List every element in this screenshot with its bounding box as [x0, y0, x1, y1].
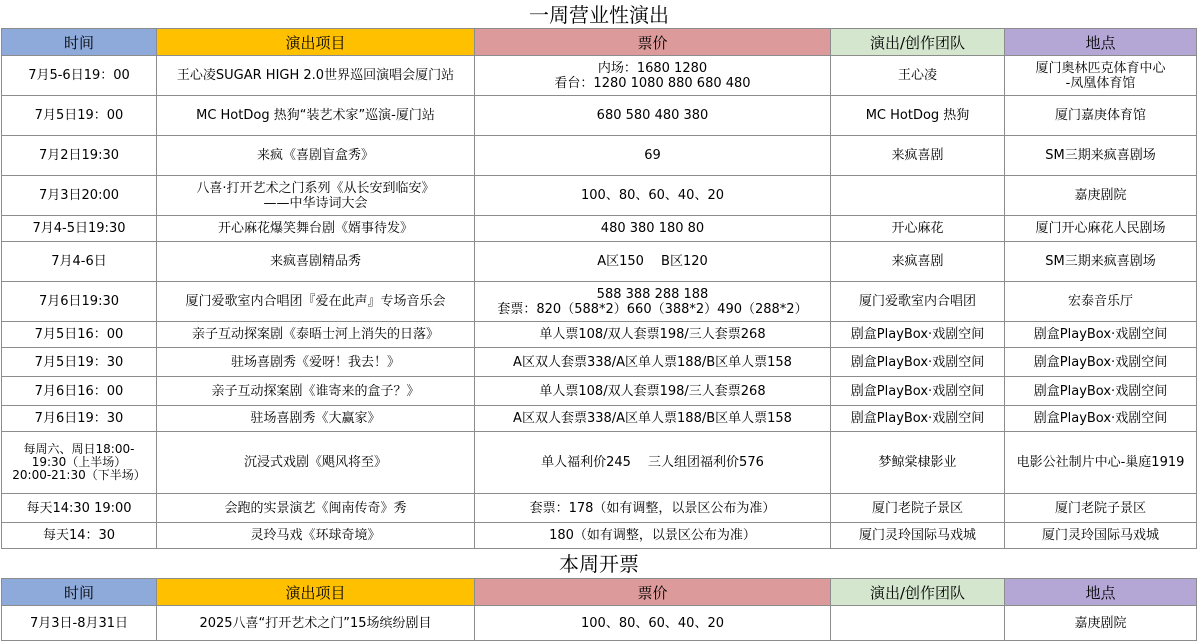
show-cell: 亲子互动探案剧《谁寄来的盒子？》: [157, 377, 475, 406]
venue-cell: 剧盒PlayBox·戏剧空间: [1005, 406, 1197, 432]
show-cell: 开心麻花爆笑舞台剧《婿事待发》: [157, 216, 475, 242]
team-cell: 剧盒PlayBox·戏剧空间: [831, 377, 1005, 406]
on-sale-title: 本周开票: [559, 552, 639, 576]
price-cell: 单人票108/双人套票198/三人套票268: [475, 322, 831, 348]
venue-cell: 嘉庚剧院: [1005, 606, 1197, 641]
weekly-performances-table: [1, 28, 1197, 549]
price-cell: 单人票108/双人套票198/三人套票268: [475, 377, 831, 406]
team-cell: 开心麻花: [831, 216, 1005, 242]
price-cell: 套票：178（如有调整，以景区公布为准）: [475, 494, 831, 523]
show-cell: 驻场喜剧秀《爱呀！我去！》: [157, 348, 475, 377]
show-cell: 八喜·打开艺术之门系列《从长安到临安》 ——中华诗词大会: [157, 176, 475, 216]
header-row: [2, 29, 1197, 56]
price-cell: 180（如有调整，以景区公布为准）: [475, 523, 831, 549]
venue-cell: 厦门嘉庚体育馆: [1005, 96, 1197, 136]
header-time: 时间: [2, 29, 157, 56]
time-cell: 7月5日19：30: [2, 348, 157, 377]
header-team: 演出/创作团队: [831, 29, 1005, 56]
header-show: 演出项目: [157, 29, 475, 56]
venue-cell: 电影公社制片中心-巢庭1919: [1005, 432, 1197, 494]
price-cell: 100、80、60、40、20: [475, 606, 831, 641]
header-venue: 地点: [1005, 579, 1197, 606]
table-row: [2, 216, 1197, 242]
show-cell: 来疯《喜剧盲盒秀》: [157, 136, 475, 176]
show-cell: 会跑的实景演艺《闽南传奇》秀: [157, 494, 475, 523]
price-cell: A区双人套票338/A区单人票188/B区单人票158: [475, 406, 831, 432]
show-cell: MC HotDog 热狗“装艺术家”巡演-厦门站: [157, 96, 475, 136]
venue-cell: 剧盒PlayBox·戏剧空间: [1005, 377, 1197, 406]
header-price: 票价: [475, 29, 831, 56]
team-cell: 厦门爱歌室内合唱团: [831, 282, 1005, 322]
show-cell: 厦门爱歌室内合唱团『爱在此声』专场音乐会: [157, 282, 475, 322]
price-cell: 680 580 480 380: [475, 96, 831, 136]
table-row: [2, 432, 1197, 494]
team-cell: [831, 176, 1005, 216]
time-cell: 7月4-6日: [2, 242, 157, 282]
venue-cell: SM三期来疯喜剧场: [1005, 242, 1197, 282]
time-cell: 7月5日16：00: [2, 322, 157, 348]
time-cell: 每周六、周日18:00- 19:30（上半场） 20:00-21:30（下半场）: [2, 432, 157, 494]
team-cell: 厦门老院子景区: [831, 494, 1005, 523]
team-cell: 来疯喜剧: [831, 242, 1005, 282]
header-team: 演出/创作团队: [831, 579, 1005, 606]
header-time: 时间: [2, 579, 157, 606]
show-cell: 亲子互动探案剧《泰晤士河上消失的日落》: [157, 322, 475, 348]
venue-cell: 厦门奥林匹克体育中心 -凤凰体育馆: [1005, 56, 1197, 96]
time-cell: 7月3日-8月31日: [2, 606, 157, 641]
time-cell: 7月6日19:30: [2, 282, 157, 322]
team-cell: MC HotDog 热狗: [831, 96, 1005, 136]
weekly-title: 一周营业性演出: [529, 3, 669, 27]
team-cell: 王心凌: [831, 56, 1005, 96]
venue-cell: SM三期来疯喜剧场: [1005, 136, 1197, 176]
table-row: [2, 136, 1197, 176]
time-cell: 每天14：30: [2, 523, 157, 549]
venue-cell: 嘉庚剧院: [1005, 176, 1197, 216]
time-cell: 7月6日19：30: [2, 406, 157, 432]
price-cell: 内场：1680 1280 看台：1280 1080 880 680 480: [475, 56, 831, 96]
team-cell: 来疯喜剧: [831, 136, 1005, 176]
header-show: 演出项目: [157, 579, 475, 606]
price-cell: 588 388 288 188 套票：820（588*2）660（388*2）490（288*2）: [475, 282, 831, 322]
table-row: [2, 242, 1197, 282]
show-cell: 来疯喜剧精品秀: [157, 242, 475, 282]
table-row: [2, 377, 1197, 406]
time-cell: 7月3日20:00: [2, 176, 157, 216]
venue-cell: 厦门老院子景区: [1005, 494, 1197, 523]
show-cell: 沉浸式戏剧《飓风将至》: [157, 432, 475, 494]
time-cell: 7月4-5日19:30: [2, 216, 157, 242]
table-row: [2, 348, 1197, 377]
table-row: [2, 494, 1197, 523]
price-cell: 69: [475, 136, 831, 176]
time-cell: 7月5-6日19：00: [2, 56, 157, 96]
price-cell: 100、80、60、40、20: [475, 176, 831, 216]
table-row: [2, 523, 1197, 549]
price-cell: A区双人套票338/A区单人票188/B区单人票158: [475, 348, 831, 377]
time-cell: 7月2日19:30: [2, 136, 157, 176]
time-cell: 7月6日16：00: [2, 377, 157, 406]
team-cell: 梦鲸棠棣影业: [831, 432, 1005, 494]
time-cell: 7月5日19：00: [2, 96, 157, 136]
team-cell: [831, 606, 1005, 641]
venue-cell: 剧盒PlayBox·戏剧空间: [1005, 322, 1197, 348]
price-cell: A区150 B区120: [475, 242, 831, 282]
table-row: [2, 406, 1197, 432]
table-row: [2, 176, 1197, 216]
price-cell: 单人福利价245 三人组团福利价576: [475, 432, 831, 494]
table-row: [2, 96, 1197, 136]
venue-cell: 剧盒PlayBox·戏剧空间: [1005, 348, 1197, 377]
venue-cell: 厦门灵玲国际马戏城: [1005, 523, 1197, 549]
header-venue: 地点: [1005, 29, 1197, 56]
time-cell: 每天14:30 19:00: [2, 494, 157, 523]
team-cell: 剧盒PlayBox·戏剧空间: [831, 322, 1005, 348]
on-sale-table: [1, 578, 1197, 641]
team-cell: 剧盒PlayBox·戏剧空间: [831, 348, 1005, 377]
show-cell: 2025八喜“打开艺术之门”15场缤纷剧目: [157, 606, 475, 641]
show-cell: 驻场喜剧秀《大赢家》: [157, 406, 475, 432]
table-row: [2, 606, 1197, 641]
team-cell: 剧盒PlayBox·戏剧空间: [831, 406, 1005, 432]
price-cell: 480 380 180 80: [475, 216, 831, 242]
show-cell: 灵玲马戏《环球奇境》: [157, 523, 475, 549]
table-row: [2, 56, 1197, 96]
show-cell: 王心凌SUGAR HIGH 2.0世界巡回演唱会厦门站: [157, 56, 475, 96]
table-row: [2, 282, 1197, 322]
team-cell: 厦门灵玲国际马戏城: [831, 523, 1005, 549]
venue-cell: 宏泰音乐厅: [1005, 282, 1197, 322]
header-row: [2, 579, 1197, 606]
table-row: [2, 322, 1197, 348]
header-price: 票价: [475, 579, 831, 606]
venue-cell: 厦门开心麻花人民剧场: [1005, 216, 1197, 242]
